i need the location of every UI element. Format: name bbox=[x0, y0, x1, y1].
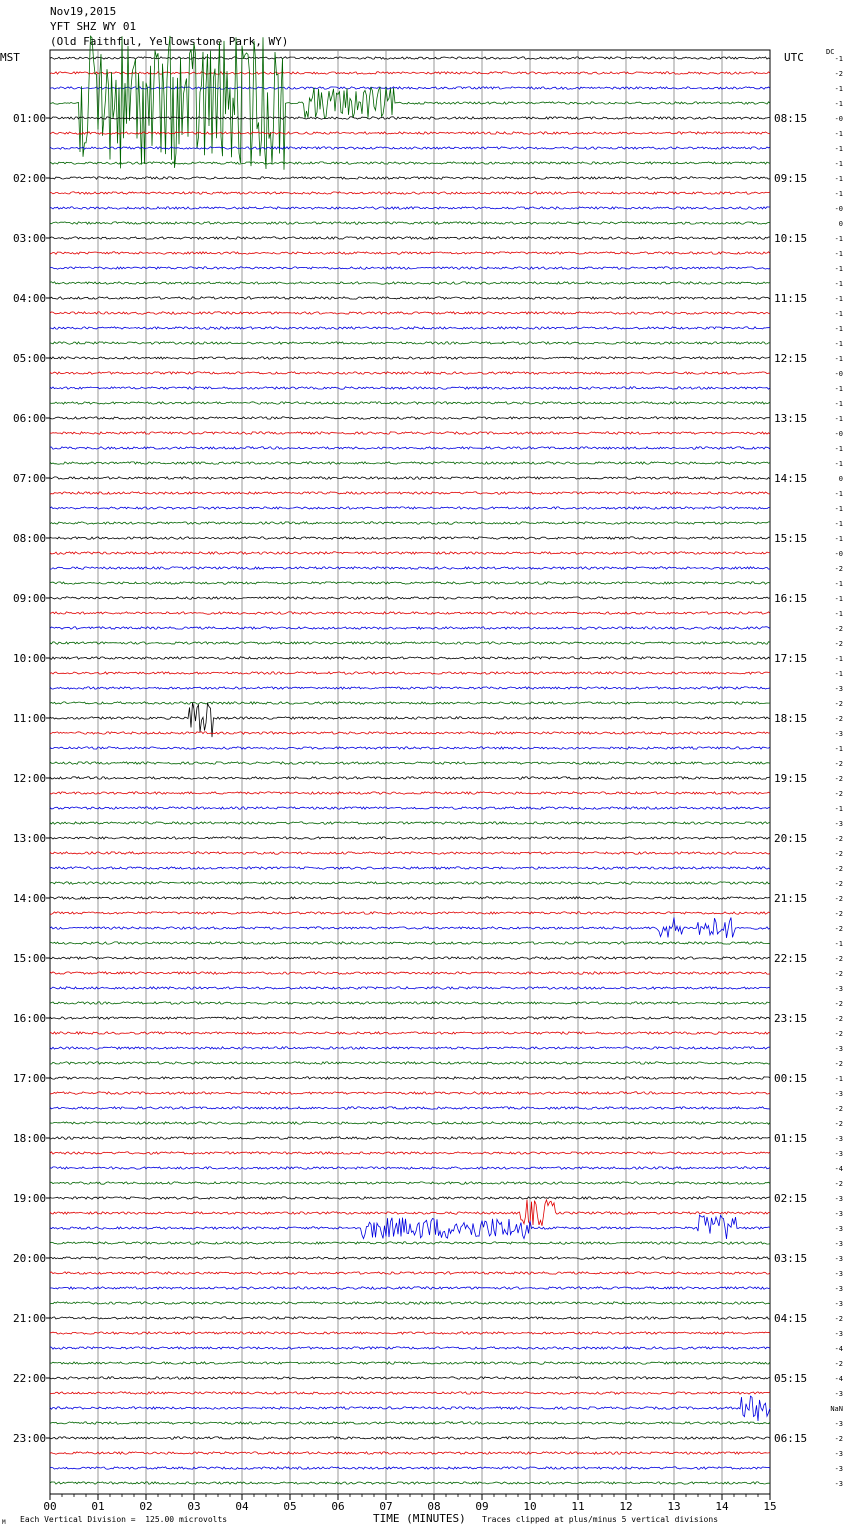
trace-offset-label: -2 bbox=[834, 925, 843, 933]
mst-hour-label: 14:00 bbox=[13, 892, 47, 905]
vertical-division-note: Each Vertical Division = 125.00 microvolts bbox=[20, 1515, 228, 1524]
trace-line bbox=[50, 1347, 770, 1349]
trace-offset-label: -1 bbox=[834, 505, 843, 513]
trace-offset-label: -2 bbox=[834, 955, 843, 963]
trace-offset-label: -1 bbox=[834, 250, 843, 258]
trace-offset-label: -1 bbox=[834, 940, 843, 948]
trace-offset-label: -2 bbox=[834, 850, 843, 858]
trace-offset-label: -1 bbox=[834, 130, 843, 138]
trace-offset-label: -3 bbox=[834, 985, 843, 993]
mst-label: MST bbox=[0, 51, 20, 64]
trace-line bbox=[50, 492, 770, 494]
trace-offset-label: -1 bbox=[834, 175, 843, 183]
trace-line bbox=[50, 1152, 770, 1154]
trace-offset-label: -0 bbox=[834, 430, 843, 438]
trace-offset-label: -3 bbox=[834, 1285, 843, 1293]
trace-offset-label: -1 bbox=[834, 595, 843, 603]
mst-hour-label: 03:00 bbox=[13, 232, 47, 245]
trace-offset-label: -1 bbox=[834, 460, 843, 468]
trace-offset-label: -3 bbox=[834, 1330, 843, 1338]
trace-line bbox=[50, 882, 770, 884]
trace-line bbox=[50, 897, 770, 899]
trace-offset-label: -2 bbox=[834, 970, 843, 978]
trace-offset-label: -1 bbox=[834, 310, 843, 318]
mst-hour-label: 05:00 bbox=[13, 352, 47, 365]
trace-offset-label: -3 bbox=[834, 1135, 843, 1143]
utc-hour-label: 00:15 bbox=[774, 1072, 808, 1085]
trace-line bbox=[50, 657, 770, 659]
utc-hour-label: 20:15 bbox=[774, 832, 808, 845]
trace-line bbox=[50, 1377, 770, 1379]
trace-line bbox=[50, 312, 770, 314]
trace-line bbox=[50, 36, 770, 170]
trace-line bbox=[50, 597, 770, 599]
trace-offset-label: -0 bbox=[834, 205, 843, 213]
mst-hour-label: 04:00 bbox=[13, 292, 47, 305]
trace-offset-label: -2 bbox=[834, 1000, 843, 1008]
trace-line bbox=[50, 177, 770, 179]
trace-offset-label: -1 bbox=[834, 145, 843, 153]
trace-line bbox=[50, 687, 770, 689]
trace-line bbox=[50, 537, 770, 539]
trace-offset-label: -1 bbox=[834, 520, 843, 528]
mst-hour-label: 07:00 bbox=[13, 472, 47, 485]
trace-line bbox=[50, 1302, 770, 1304]
trace-line bbox=[50, 147, 770, 149]
trace-offset-label: -3 bbox=[834, 1390, 843, 1398]
x-tick-label: 05 bbox=[283, 1500, 297, 1513]
trace-offset-label: -2 bbox=[834, 775, 843, 783]
trace-line bbox=[50, 1200, 770, 1226]
trace-offset-label: -1 bbox=[834, 400, 843, 408]
mst-hour-label: 12:00 bbox=[13, 772, 47, 785]
trace-line bbox=[50, 702, 770, 704]
utc-hour-label: 16:15 bbox=[774, 592, 808, 605]
utc-hour-label: 08:15 bbox=[774, 112, 808, 125]
station-location: (Old Faithful, Yellowstone Park, WY) bbox=[50, 35, 289, 48]
x-tick-label: 03 bbox=[187, 1500, 201, 1513]
utc-hour-label: 17:15 bbox=[774, 652, 808, 665]
trace-offset-label: -1 bbox=[834, 655, 843, 663]
mst-hour-label: 23:00 bbox=[13, 1432, 47, 1445]
trace-offset-label: -1 bbox=[834, 265, 843, 273]
x-tick-label: 10 bbox=[523, 1500, 537, 1513]
trace-offset-label: -2 bbox=[834, 880, 843, 888]
utc-hour-label: 23:15 bbox=[774, 1012, 808, 1025]
utc-hour-label: 05:15 bbox=[774, 1372, 808, 1385]
trace-line bbox=[50, 282, 770, 284]
trace-line bbox=[50, 972, 770, 974]
trace-offset-label: NaN bbox=[830, 1405, 843, 1413]
trace-offset-label: -1 bbox=[834, 745, 843, 753]
trace-offset-label: -0 bbox=[834, 115, 843, 123]
trace-line bbox=[50, 1242, 770, 1244]
utc-hour-label: 13:15 bbox=[774, 412, 808, 425]
clipping-note: Traces clipped at plus/minus 5 vertical divisions bbox=[482, 1515, 719, 1524]
trace-line bbox=[50, 267, 770, 269]
trace-line bbox=[50, 582, 770, 584]
x-tick-label: 09 bbox=[475, 1500, 489, 1513]
trace-line bbox=[50, 1467, 770, 1469]
trace-line bbox=[50, 1422, 770, 1424]
trace-offset-label: -2 bbox=[834, 895, 843, 903]
dc-label: DC bbox=[826, 48, 835, 56]
trace-line bbox=[50, 432, 770, 434]
trace-line bbox=[50, 1452, 770, 1454]
trace-offset-label: -3 bbox=[834, 1150, 843, 1158]
trace-line bbox=[50, 417, 770, 419]
trace-offset-label: -1 bbox=[834, 325, 843, 333]
trace-line bbox=[50, 942, 770, 944]
trace-line bbox=[50, 1332, 770, 1334]
trace-line bbox=[50, 132, 770, 134]
trace-line bbox=[50, 837, 770, 839]
trace-line bbox=[50, 807, 770, 809]
trace-line bbox=[50, 1396, 770, 1421]
utc-hour-label: 12:15 bbox=[774, 352, 808, 365]
trace-offset-label: -2 bbox=[834, 865, 843, 873]
trace-offset-label: -2 bbox=[834, 565, 843, 573]
trace-offset-label: -3 bbox=[834, 1270, 843, 1278]
trace-offset-label: -3 bbox=[834, 1255, 843, 1263]
trace-offset-label: -3 bbox=[834, 1090, 843, 1098]
x-tick-label: 13 bbox=[667, 1500, 681, 1513]
utc-hour-label: 02:15 bbox=[774, 1192, 808, 1205]
trace-offset-label: -2 bbox=[834, 1315, 843, 1323]
x-tick-label: 02 bbox=[139, 1500, 153, 1513]
mst-hour-label: 16:00 bbox=[13, 1012, 47, 1025]
trace-offset-label: -2 bbox=[834, 715, 843, 723]
trace-line bbox=[50, 792, 770, 794]
utc-hour-label: 22:15 bbox=[774, 952, 808, 965]
trace-line bbox=[50, 1257, 770, 1259]
trace-line bbox=[50, 1032, 770, 1034]
trace-line bbox=[50, 507, 770, 509]
mst-hour-label: 19:00 bbox=[13, 1192, 47, 1205]
trace-offset-label: -3 bbox=[834, 1450, 843, 1458]
trace-offset-label: -1 bbox=[834, 805, 843, 813]
x-axis-label: TIME (MINUTES) bbox=[373, 1512, 466, 1525]
trace-offset-label: -2 bbox=[834, 1180, 843, 1188]
trace-line bbox=[50, 552, 770, 554]
trace-offset-label: -4 bbox=[834, 1345, 843, 1353]
trace-line bbox=[50, 1047, 770, 1049]
x-tick-label: 01 bbox=[91, 1500, 105, 1513]
trace-offset-label: -2 bbox=[834, 640, 843, 648]
trace-offset-label: -3 bbox=[834, 1195, 843, 1203]
x-tick-label: 04 bbox=[235, 1500, 249, 1513]
trace-line bbox=[50, 1215, 770, 1239]
mst-hour-label: 09:00 bbox=[13, 592, 47, 605]
trace-line bbox=[50, 627, 770, 629]
utc-hour-label: 11:15 bbox=[774, 292, 808, 305]
trace-offset-label: -0 bbox=[834, 550, 843, 558]
trace-offset-label: -1 bbox=[834, 55, 843, 63]
mst-hour-label: 18:00 bbox=[13, 1132, 47, 1145]
x-tick-label: 00 bbox=[43, 1500, 57, 1513]
mst-hour-label: 21:00 bbox=[13, 1312, 47, 1325]
trace-line bbox=[50, 522, 770, 524]
mst-hour-label: 08:00 bbox=[13, 532, 47, 545]
trace-offset-label: -3 bbox=[834, 1210, 843, 1218]
utc-hour-label: 06:15 bbox=[774, 1432, 808, 1445]
utc-hour-label: 10:15 bbox=[774, 232, 808, 245]
trace-line bbox=[50, 1437, 770, 1439]
utc-hour-label: 03:15 bbox=[774, 1252, 808, 1265]
trace-offset-label: -1 bbox=[834, 1075, 843, 1083]
trace-line bbox=[50, 1317, 770, 1319]
trace-offset-label: -1 bbox=[834, 580, 843, 588]
trace-line bbox=[50, 1287, 770, 1289]
station-code: YFT SHZ WY 01 bbox=[50, 20, 137, 33]
trace-offset-label: -2 bbox=[834, 1120, 843, 1128]
utc-hour-label: 14:15 bbox=[774, 472, 808, 485]
x-tick-label: 11 bbox=[571, 1500, 585, 1513]
trace-offset-label: -1 bbox=[834, 415, 843, 423]
plot-date: Nov19,2015 bbox=[50, 5, 117, 18]
trace-line bbox=[50, 237, 770, 239]
trace-line bbox=[50, 822, 770, 824]
trace-offset-label: -2 bbox=[834, 1435, 843, 1443]
x-tick-label: 15 bbox=[763, 1500, 777, 1513]
trace-line bbox=[50, 1092, 770, 1094]
x-tick-label: 08 bbox=[427, 1500, 441, 1513]
trace-offset-label: -1 bbox=[834, 280, 843, 288]
x-tick-label: 12 bbox=[619, 1500, 633, 1513]
trace-offset-label: -0 bbox=[834, 370, 843, 378]
trace-line bbox=[50, 1167, 770, 1169]
trace-line bbox=[50, 1062, 770, 1064]
mst-hour-label: 17:00 bbox=[13, 1072, 47, 1085]
trace-offset-label: -2 bbox=[834, 1030, 843, 1038]
trace-line bbox=[50, 117, 770, 119]
trace-offset-label: -4 bbox=[834, 1165, 843, 1173]
trace-offset-label: -3 bbox=[834, 685, 843, 693]
utc-label: UTC bbox=[784, 51, 804, 64]
utc-hour-label: 01:15 bbox=[774, 1132, 808, 1145]
trace-line bbox=[50, 402, 770, 404]
x-tick-label: 06 bbox=[331, 1500, 345, 1513]
trace-offset-label: -1 bbox=[834, 490, 843, 498]
trace-offset-label: -3 bbox=[834, 1420, 843, 1428]
trace-offset-label: -1 bbox=[834, 100, 843, 108]
trace-offset-label: -3 bbox=[834, 1225, 843, 1233]
trace-offset-label: -3 bbox=[834, 1465, 843, 1473]
trace-line bbox=[50, 642, 770, 644]
trace-line bbox=[50, 867, 770, 869]
trace-line bbox=[50, 1002, 770, 1004]
trace-line bbox=[50, 342, 770, 344]
trace-line bbox=[50, 1482, 770, 1484]
trace-offset-label: -1 bbox=[834, 355, 843, 363]
trace-line bbox=[50, 1107, 770, 1109]
trace-offset-label: -1 bbox=[834, 190, 843, 198]
trace-offset-label: -3 bbox=[834, 1045, 843, 1053]
trace-line bbox=[50, 672, 770, 674]
trace-line bbox=[50, 372, 770, 374]
trace-line bbox=[50, 1137, 770, 1139]
trace-offset-label: -3 bbox=[834, 1240, 843, 1248]
trace-line bbox=[50, 87, 770, 89]
trace-line bbox=[50, 1392, 770, 1394]
trace-line bbox=[50, 912, 770, 914]
mst-hour-label: 15:00 bbox=[13, 952, 47, 965]
trace-offset-label: -2 bbox=[834, 1105, 843, 1113]
trace-offset-label: -1 bbox=[834, 445, 843, 453]
trace-line bbox=[50, 387, 770, 389]
mst-hour-label: 13:00 bbox=[13, 832, 47, 845]
utc-hour-label: 15:15 bbox=[774, 532, 808, 545]
mst-hour-label: 06:00 bbox=[13, 412, 47, 425]
trace-line bbox=[50, 917, 770, 938]
trace-line bbox=[50, 1182, 770, 1184]
trace-offset-label: -1 bbox=[834, 160, 843, 168]
trace-offset-label: -1 bbox=[834, 385, 843, 393]
mst-hour-label: 02:00 bbox=[13, 172, 47, 185]
trace-line bbox=[50, 747, 770, 749]
trace-line bbox=[50, 732, 770, 734]
trace-offset-label: -2 bbox=[834, 700, 843, 708]
utc-hour-label: 09:15 bbox=[774, 172, 808, 185]
trace-offset-label: -2 bbox=[834, 790, 843, 798]
trace-line bbox=[50, 762, 770, 764]
trace-line bbox=[50, 447, 770, 449]
trace-offset-label: -2 bbox=[834, 70, 843, 78]
trace-line bbox=[50, 162, 770, 164]
trace-offset-label: -4 bbox=[834, 1375, 843, 1383]
utc-hour-label: 21:15 bbox=[774, 892, 808, 905]
trace-line bbox=[50, 192, 770, 194]
traces bbox=[50, 36, 770, 1484]
trace-line bbox=[50, 1272, 770, 1274]
trace-line bbox=[50, 297, 770, 299]
trace-line bbox=[50, 222, 770, 224]
trace-line bbox=[50, 1197, 770, 1199]
trace-offset-label: 0 bbox=[838, 220, 843, 228]
trace-offset-label: -3 bbox=[834, 730, 843, 738]
trace-line bbox=[50, 987, 770, 989]
trace-line bbox=[50, 1017, 770, 1019]
trace-offset-label: -3 bbox=[834, 820, 843, 828]
footer-mark: M bbox=[2, 1519, 6, 1526]
trace-line bbox=[50, 357, 770, 359]
trace-line bbox=[50, 957, 770, 959]
trace-line bbox=[50, 1362, 770, 1364]
trace-line bbox=[50, 612, 770, 614]
trace-offset-label: -2 bbox=[834, 760, 843, 768]
utc-hour-label: 04:15 bbox=[774, 1312, 808, 1325]
trace-offset-label: -2 bbox=[834, 910, 843, 918]
trace-offset-label: -1 bbox=[834, 235, 843, 243]
trace-line bbox=[50, 207, 770, 209]
x-tick-label: 14 bbox=[715, 1500, 729, 1513]
trace-line bbox=[50, 477, 770, 479]
trace-line bbox=[50, 1077, 770, 1079]
trace-offset-label: -2 bbox=[834, 1360, 843, 1368]
trace-line bbox=[50, 1122, 770, 1124]
mst-hour-label: 20:00 bbox=[13, 1252, 47, 1265]
trace-offset-label: -1 bbox=[834, 610, 843, 618]
trace-line bbox=[50, 852, 770, 854]
trace-offset-label: -2 bbox=[834, 1015, 843, 1023]
trace-line bbox=[50, 327, 770, 329]
utc-hour-label: 18:15 bbox=[774, 712, 808, 725]
trace-offset-label: -1 bbox=[834, 85, 843, 93]
trace-line bbox=[50, 72, 770, 74]
trace-offset-label: -1 bbox=[834, 670, 843, 678]
mst-hour-label: 01:00 bbox=[13, 112, 47, 125]
trace-line bbox=[50, 462, 770, 464]
trace-line bbox=[50, 252, 770, 254]
trace-line bbox=[50, 567, 770, 569]
trace-offset-label: -3 bbox=[834, 1300, 843, 1308]
mst-hour-label: 22:00 bbox=[13, 1372, 47, 1385]
mst-hour-label: 11:00 bbox=[13, 712, 47, 725]
trace-offset-label: -1 bbox=[834, 295, 843, 303]
trace-line bbox=[50, 777, 770, 779]
trace-offset-label: -3 bbox=[834, 1480, 843, 1488]
trace-offset-label: -2 bbox=[834, 625, 843, 633]
trace-offset-label: -2 bbox=[834, 1060, 843, 1068]
mst-hour-label: 10:00 bbox=[13, 652, 47, 665]
trace-offset-label: -1 bbox=[834, 535, 843, 543]
trace-offset-label: 0 bbox=[838, 475, 843, 483]
trace-offset-label: -1 bbox=[834, 340, 843, 348]
x-tick-label: 07 bbox=[379, 1500, 393, 1513]
trace-offset-label: -2 bbox=[834, 835, 843, 843]
utc-hour-label: 19:15 bbox=[774, 772, 808, 785]
